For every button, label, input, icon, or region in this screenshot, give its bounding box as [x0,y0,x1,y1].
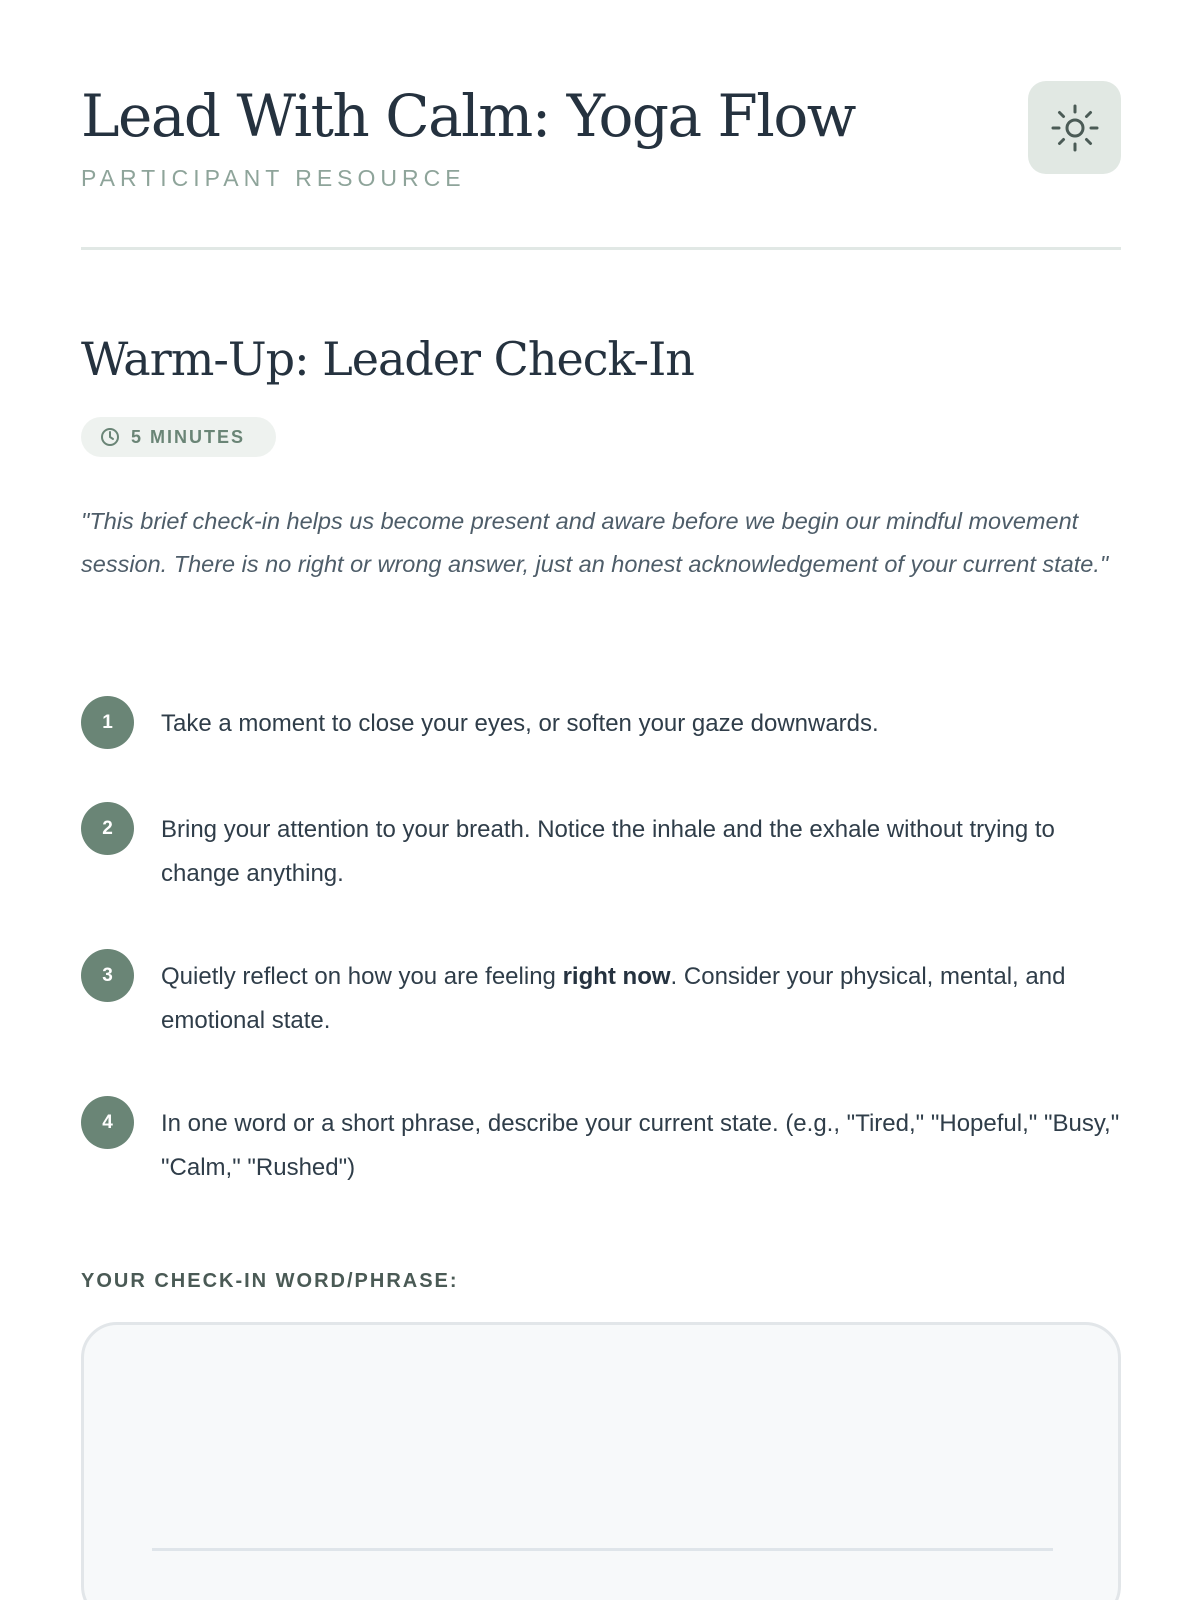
page-subtitle: PARTICIPANT RESOURCE [81,165,466,191]
step-text: In one word or a short phrase, describe your current state. (e.g., "Tired," "Hopeful," "Busy," "Calm," "Rushed") [161,1110,1120,1181]
page-title: Lead With Calm: Yoga Flow [81,82,855,150]
checkin-label: YOUR CHECK-IN WORD/PHRASE: [81,1270,459,1292]
intro-quote: "This brief check-in helps us become present and aware before we begin our mindful movement session. There is no right or wrong answer, just an honest acknowledgement of your current state." [81,508,1109,577]
page-header [81,0,1121,250]
duration-badge [81,417,276,457]
step-number: 4 [81,1096,134,1149]
checkin-card [81,1322,1121,1600]
page [81,0,1121,1292]
step-text: Take a moment to close your eyes, or soften your gaze downwards. [161,710,879,737]
sun-icon [1049,102,1101,154]
step-text-part: . Consider your physical, mental, and emotional state. [161,963,1066,1034]
step-number: 1 [81,696,134,749]
theme-toggle-button[interactable] [1028,81,1121,174]
section-title: Warm-Up: Leader Check-In [81,332,694,386]
checkin-input[interactable] [152,1325,1053,1551]
step-text-part: Quietly reflect on how you are feeling [161,963,563,990]
duration-text: 5 MINUTES [131,426,246,447]
step-number: 2 [81,802,134,855]
step-text-emphasis: right now [562,963,671,990]
clock-icon [100,427,120,447]
step-text [161,955,1121,1043]
step-number: 3 [81,949,134,1002]
step-text: Bring your attention to your breath. Notice the inhale and the exhale without trying to change anything. [161,816,1055,887]
